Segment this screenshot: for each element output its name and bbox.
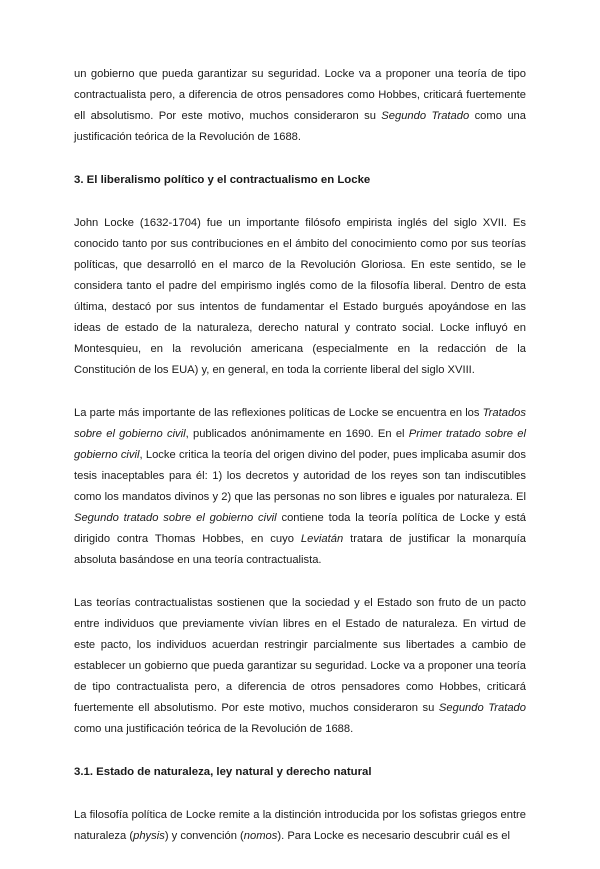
italic-run: Tratados sobre el gobierno civil — [74, 407, 526, 440]
italic-run: physis — [133, 830, 165, 842]
text-run: tratara de justificar la monarquía absoluta basándose en una teoría contractualista. — [74, 533, 526, 566]
text-run: La parte más importante de las reflexiones políticas de Locke se encuentra en los — [74, 407, 483, 419]
paragraph-tratados — [74, 403, 526, 571]
text-run: ) y convención ( — [164, 830, 244, 842]
italic-run: Segundo Tratado — [438, 702, 526, 714]
paragraph-natural-state — [74, 805, 526, 847]
paragraph-intro-continuation — [74, 64, 526, 148]
italic-run: Segundo tratado sobre el gobierno civil — [74, 512, 277, 524]
text-run: , Locke critica la teoría del origen divino del poder, pues implicaba asumir dos tesis inaceptables para él: 1) los decretos y autoridad de los reyes son tan indiscutibles como los mandatos divinos y 2) que las personas no son libres e iguales por naturaleza. El — [74, 449, 526, 503]
text-run: como una justificación teórica de la Revolución de 1688. — [74, 110, 526, 143]
italic-run: Leviatán — [300, 533, 344, 545]
text-run: como una justificación teórica de la Revolución de 1688. — [74, 723, 354, 735]
text-run: La filosofía política de Locke remite a la distinción introducida por los sofistas griegos entre naturaleza ( — [74, 809, 526, 842]
paragraph-contractualism — [74, 593, 526, 740]
italic-run: Primer tratado sobre el gobierno civil — [74, 428, 526, 461]
italic-run: Segundo Tratado — [381, 110, 470, 122]
text-run: , publicados anónimamente en 1690. En el — [185, 428, 409, 440]
section-heading-3: 3. El liberalismo político y el contractualismo en Locke — [74, 174, 371, 186]
italic-run: nomos — [243, 830, 278, 842]
text-run: un gobierno que pueda garantizar su seguridad. Locke va a proponer una teoría de tipo contractualista pero, a diferencia de otros pensadores como Hobbes, criticará fuertemente ell absolutismo. Por este motivo, muchos consideraron su — [74, 68, 526, 122]
text-run: John Locke (1632-1704) fue un importante filósofo empirista inglés del siglo XVII. Es conocido tanto por sus contribuciones en el ámbito del conocimiento como por sus teorías políticas, que desarrolló en el marco de la Revolución Gloriosa. En este sentido, se le considera tanto el padre del empirismo inglés como de la filosofía liberal. Dentro de esta última, destacó por sus intentos de fundamentar el Estado burgués apoyándose en las ideas de estado de la naturaleza, derecho natural y contrato social. Locke influyó en Montesquieu, en la revolución americana (especialmente en la redacción de la Constitución de los EUA) y, en general, en toda la corriente liberal del siglo XVIII. — [74, 217, 526, 376]
section-heading-3-1: 3.1. Estado de naturaleza, ley natural y derecho natural — [74, 766, 372, 778]
text-run: contiene toda la teoría política de Locke y está dirigido contra Thomas Hobbes, en cuyo — [74, 512, 526, 545]
text-run: Las teorías contractualistas sostienen que la sociedad y el Estado son fruto de un pacto entre individuos que previamente vivían libres en el Estado de naturaleza. En virtud de este pacto, los individuos acuerdan restringir parcialmente sus libertades a cambio de establecer un gobierno que pueda garantizar su seguridad. Locke va a proponer una teoría de tipo contractualista pero, a diferencia de otros pensadores como Hobbes, criticará fuertemente ell absolutismo. Por este motivo, muchos consideraron su — [74, 597, 526, 714]
text-run: ). Para Locke es necesario descubrir cuál es el — [277, 830, 510, 842]
document-page — [74, 64, 526, 869]
paragraph-locke-bio — [74, 213, 526, 381]
